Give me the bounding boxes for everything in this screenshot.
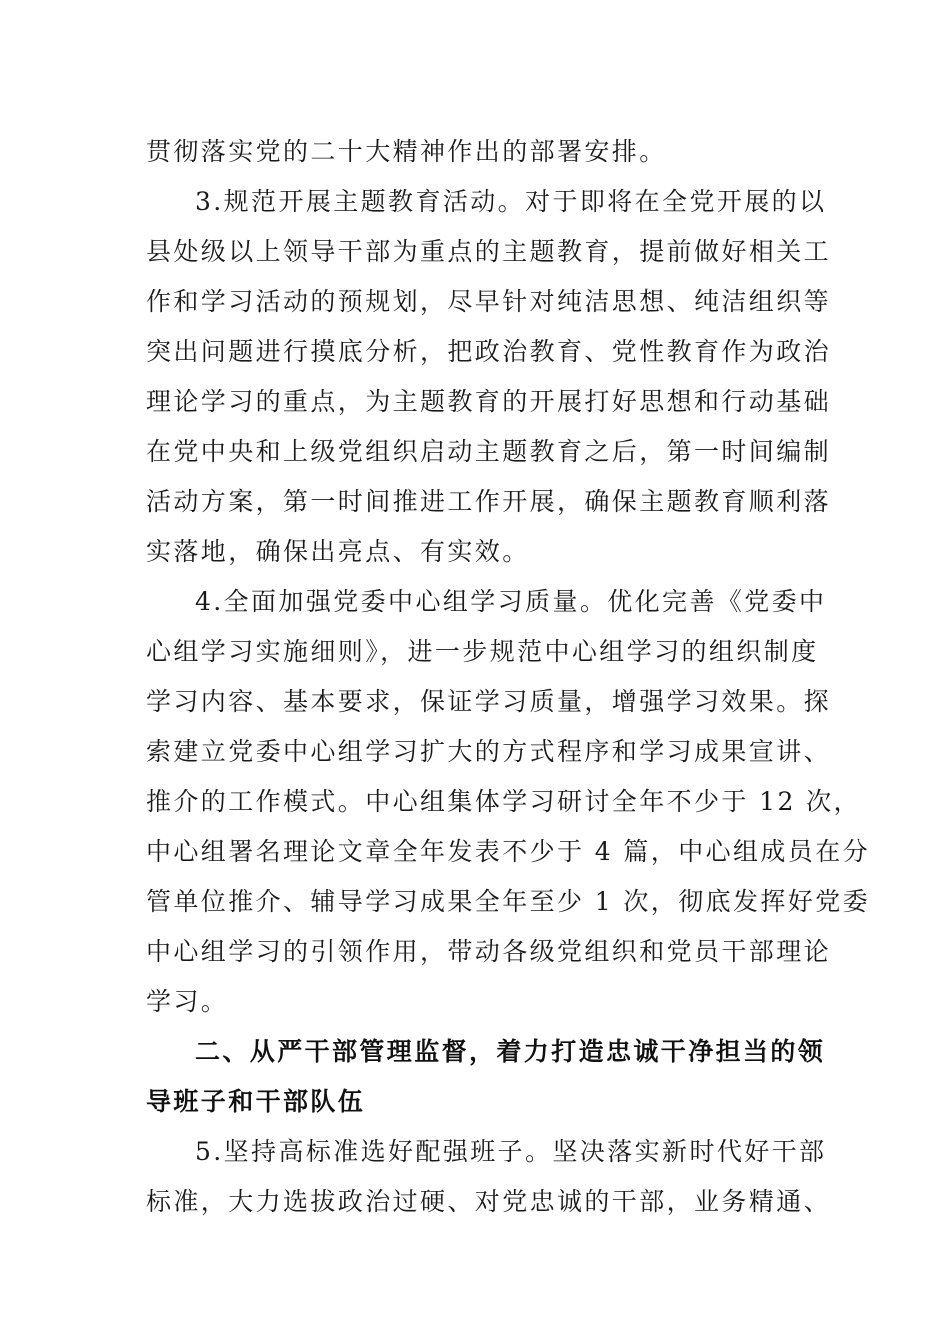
text-line: 学习。 [146, 987, 229, 1016]
text-line: 突出问题进行摸底分析，把政治教育、党性教育作为政治 [146, 337, 832, 366]
text-line: 贯彻落实党的二十大精神作出的部署安排。 [146, 137, 667, 166]
text-line: 中心组署名理论文章全年发表不少于 4 篇，中心组成员在分 [146, 837, 871, 866]
text-line: 在党中央和上级党组织启动主题教育之后，第一时间编制 [146, 437, 832, 466]
section-heading-continued: 导班子和干部队伍 [146, 1087, 366, 1116]
section-heading: 二、从严干部管理监督，着力打造忠诚干净担当的领 [195, 1037, 826, 1066]
text-line: 活动方案，第一时间推进工作开展，确保主题教育顺利落 [146, 487, 832, 516]
text-line: 县处级以上领导干部为重点的主题教育，提前做好相关工 [146, 237, 832, 266]
text-line: 理论学习的重点，为主题教育的开展打好思想和行动基础 [146, 387, 832, 416]
paragraph-5-first-line: 5.坚持高标准选好配强班子。坚决落实新时代好干部 [195, 1137, 827, 1166]
text-line: 心组学习实施细则》，进一步规范中心组学习的组织制度 [146, 637, 819, 666]
text-line: 索建立党委中心组学习扩大的方式程序和学习成果宣讲、 [146, 737, 832, 766]
text-line: 推介的工作模式。中心组集体学习研讨全年不少于 12 次， [146, 787, 861, 816]
paragraph-4-first-line: 4.全面加强党委中心组学习质量。优化完善《党委中 [195, 587, 827, 616]
text-line: 作和学习活动的预规划，尽早针对纯洁思想、纯洁组织等 [146, 287, 832, 316]
text-line: 实落地，确保出亮点、有实效。 [146, 537, 530, 566]
text-line: 标准，大力选拔政治过硬、对党忠诚的干部，业务精通、 [146, 1187, 832, 1216]
text-line: 中心组学习的引领作用，带动各级党组织和党员干部理论 [146, 937, 832, 966]
text-line: 管单位推介、辅导学习成果全年至少 1 次，彻底发挥好党委 [146, 887, 871, 916]
paragraph-3-first-line: 3.规范开展主题教育活动。对于即将在全党开展的以 [195, 187, 827, 216]
text-line: 学习内容、基本要求，保证学习质量，增强学习效果。探 [146, 687, 832, 716]
